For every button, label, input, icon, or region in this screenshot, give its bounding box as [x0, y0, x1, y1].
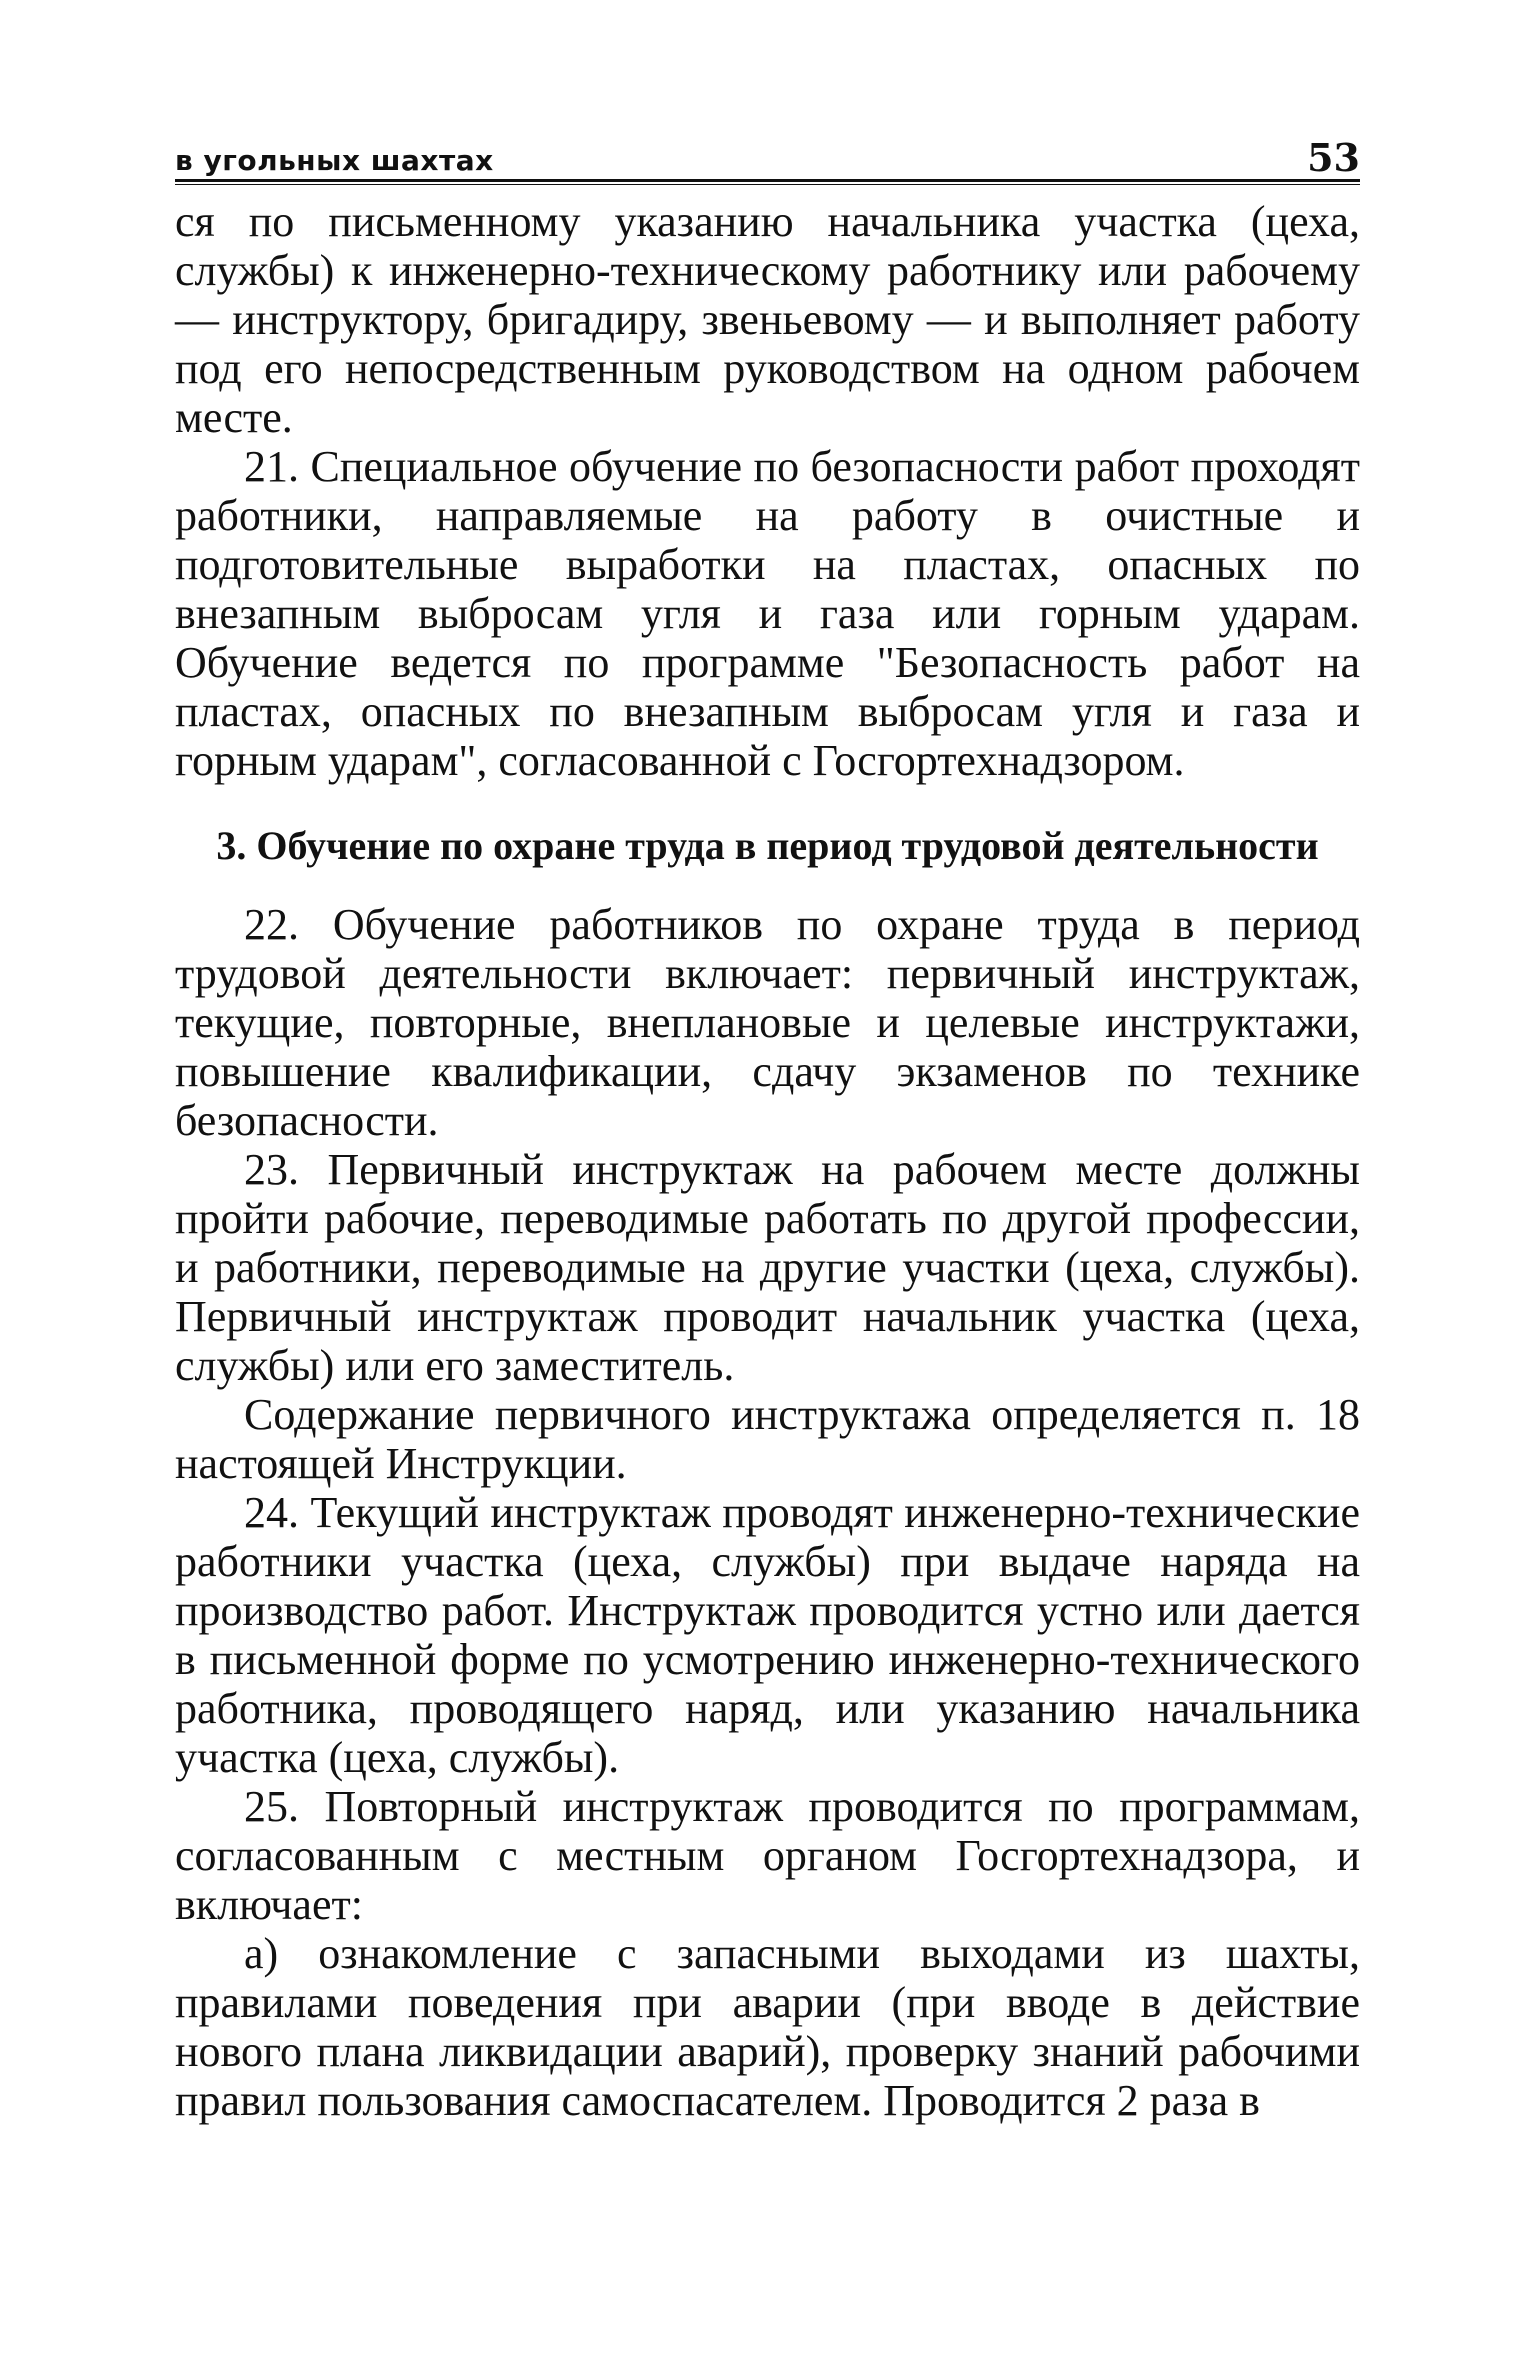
paragraph-25-a: а) ознакомление с запасными выходами из шахты, правилами поведения при аварии (при вводе в действие нового плана ликвидации аварий), проверку знаний рабочими правил пользования самоспасателем. Проводится 2 раза в — [175, 1929, 1360, 2125]
paragraph-continuation: ся по письменному указанию начальника участка (цеха, службы) к инженерно-техническому работнику или рабочему — инструктору, бригадиру, звеньевому — и выполняет работу под его непосредственным руководством на одном рабочем месте. — [175, 197, 1360, 442]
paragraph-24: 24. Текущий инструктаж проводят инженерно-технические работники участка (цеха, службы) при выдаче наряда на производство работ. Инструктаж проводится устно или дается в письменной форме по усмотрению инженерно-технического работника, проводящего наряд, или указанию начальника участка (цеха, службы). — [175, 1488, 1360, 1782]
paragraph-23: 23. Первичный инструктаж на рабочем месте должны пройти рабочие, переводимые работать по другой профессии, и работники, переводимые на другие участки (цеха, службы). Первичный инструктаж проводит начальник участка (цеха, службы) или его заместитель. — [175, 1145, 1360, 1390]
section-heading: 3. Обучение по охране труда в период трудовой деятельности — [216, 823, 1319, 868]
paragraph-21: 21. Специальное обучение по безопасности работ проходят работники, направляемые на работу в очистные и подготовительные выработки на пластах, опасных по внезапным выбросам угля и газа или горным ударам. Обучение ведется по программе "Безопасность работ на пластах, опасных по внезапным выбросам угля и газа и горным ударам", согласованной с Госгортехнадзором. — [175, 442, 1360, 785]
header-rule — [175, 179, 1360, 185]
paragraph-25: 25. Повторный инструктаж проводится по программам, согласованным с местным органом Госгортехнадзора, и включает: — [175, 1782, 1360, 1929]
paragraph-22: 22. Обучение работников по охране труда в период трудовой деятельности включает: первичный инструктаж, текущие, повторные, внеплановые и целевые инструктажи, повышение квалификации, сдачу экзаменов по технике безопасности. — [175, 900, 1360, 1145]
page-number: 53 — [1307, 135, 1360, 180]
running-header — [175, 125, 1360, 180]
running-title: в угольных шахтах — [175, 144, 494, 177]
paragraph-23-content: Содержание первичного инструктажа определяется п. 18 настоящей Инструкции. — [175, 1390, 1360, 1488]
book-page — [175, 125, 1360, 2125]
body-text — [175, 197, 1360, 2125]
